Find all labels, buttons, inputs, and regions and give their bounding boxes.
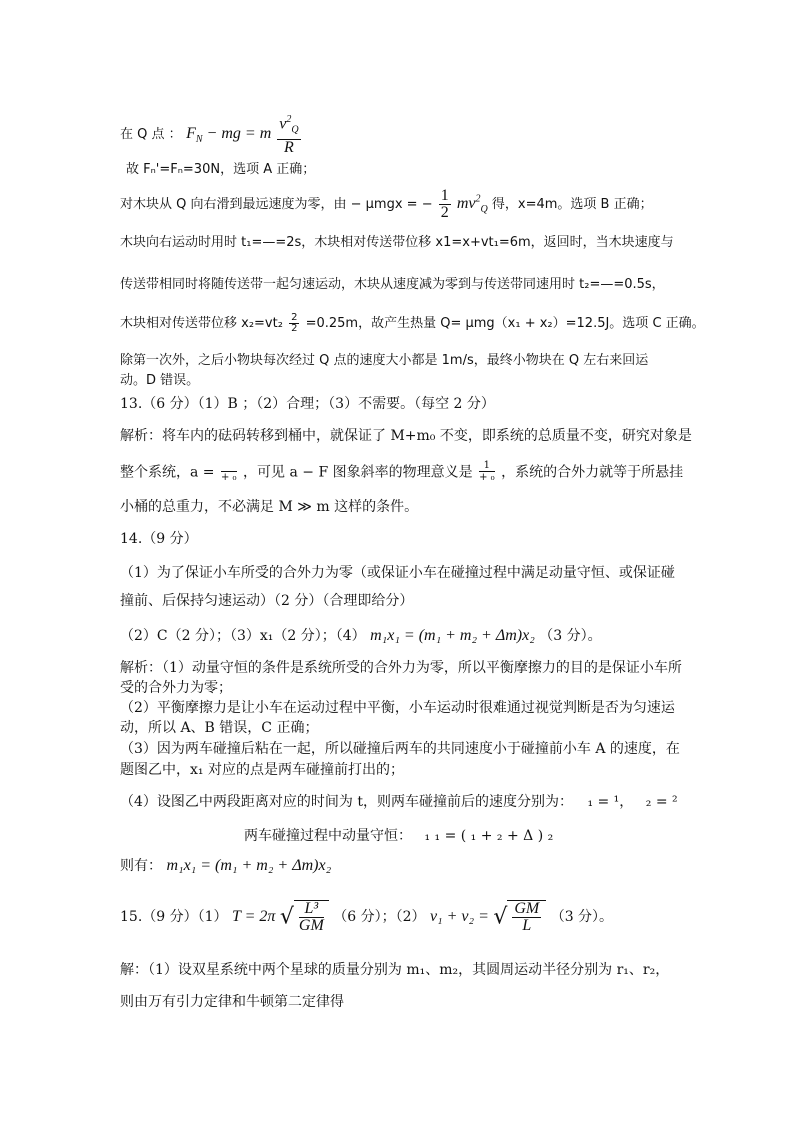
text-line-2: 故 Fₙ'=Fₙ=30N，选项 A 正确； [126,162,316,177]
formula-momentum-result: m₁x₁ = (m₁ + m₂ + Δm)x₂ [166,857,332,874]
fraction-a: + ₀ [221,461,237,484]
answer-15: 15.（9 分）（1） T = 2π √ $\frac{\text{L³}}{GM}$ （6 分）；（2） v₁ + v₂ = √ $\frac{GM}{L}$ （3 分）。 [120,900,614,934]
answer-13: 13.（6 分）（1）B ；（2）合理；（3）不需要。（每空 2 分） [120,396,495,412]
solution-15-line-1: 解：（1）设双星系统中两个星球的质量分别为 m₁、m₂，其圆周运动半径分别为 r₁、r₂， [120,962,670,978]
text-line-3: 对木块从 Q 向右滑到最远速度为零，由 − μmgx = − $\frac{1}{2}$ $mv^2_Q$ 得，x=4m。选项 B 正确； [120,187,653,221]
text-q-point-label: 在 Q 点 ： [120,126,182,142]
solution-15-line-2: 则由万有引力定律和牛顿第二定律得 [120,994,344,1010]
eq-q-point [120,112,303,156]
formula-fn: $F_N$ − mg = m [186,124,272,145]
text-line-4: 木块向右运动时用时 t₁=—=2s，木块相对传送带位移 x1=x+vt₁=6m，返回时，当木块速度与 [120,235,674,250]
answer-14-line-3: （2）C（2 分）；（3）x₁（2 分）；（4） m₁x₁ = (m₁ + m₂ + Δm)x₂ （3 分）。 [120,627,602,644]
formula-period: T = 2π [231,908,276,925]
analysis-14-line-5: （3）因为两车碰撞后粘在一起，所以碰撞后两车的共同速度小于碰撞前小车 A 的速度，在 [120,741,680,757]
fraction-vq2-over-r: $\frac{v^2_Q}{R}$ [279,114,299,156]
sqrt-gm-over-l: √ $\frac{GM}{L}$ [493,900,546,934]
analysis-14-line-7: （4）设图乙中两段距离对应的时间为 t，则两车碰撞前后的速度分别为： ₁ = ¹， ₂ = ² [120,794,678,810]
sqrt-l3-over-gm: √ $\frac{\text{L³}}{GM}$ [280,900,329,934]
analysis-13-line-3: 小桶的总重力，不必满足 M ≫ m 这样的条件。 [120,499,419,515]
fraction-slope: $\frac{1}{\text{+ ₀}}$ [479,460,495,483]
text-line-5: 传送带相同时将随传送带一起匀速运动，木块从速度减为零到与传送带同速用时 t₂=—=0.5s， [120,277,665,292]
fraction-small: $\frac{2}{2}$ [291,312,298,334]
formula-momentum: m₁x₁ = (m₁ + m₂ + Δm)x₂ [370,627,535,644]
analysis-14-line-3: （2）平衡摩擦力是让小车在运动过程中平衡，小车运动时很难通过视觉判断是否为匀速运 [120,700,675,716]
text-line-7: 除第一次外，之后小物块每次经过 Q 点的速度大小都是 1m/s，最终小物块在 Q 左右来回运 [120,353,649,368]
formula-velocity-sum: v₁ + v₂ = [429,908,489,925]
analysis-14-line-1: 解析：（1）动量守恒的条件是系统所受的合外力为零，所以平衡摩擦力的目的是保证小车所 [120,660,682,676]
analysis-14-line-2: 受的合外力为零； [120,680,232,696]
answer-14-line-1: （1）为了保证小车所受的合外力为零（或保证小车在碰撞过程中满足动量守恒、或保证碰 [120,565,675,581]
text-line-6: 木块相对传送带位移 x₂=vt₂ $\frac{2}{2}$ =0.25m，故产生热量 Q= μmg（x₁ + x₂）=12.5J。选项 C 正确。 [120,312,705,334]
analysis-14-line-9: 则有： m₁x₁ = (m₁ + m₂ + Δm)x₂ [120,857,332,874]
analysis-14-line-8: 两车碰撞过程中动量守恒： ₁ ₁ = ( ₁ + ₂ + Δ ) ₂ [244,828,554,844]
analysis-13-line-1: 解析：将车内的砝码转移到桶中，就保证了 M+m₀ 不变，即系统的总质量不变，研究对象是 [120,428,692,444]
answer-14-line-2: 撞前、后保持匀速运动）（2 分）（合理即给分） [120,593,414,609]
text-line-8: 动。D 错误。 [120,373,200,388]
analysis-13-line-2: 整个系统，a = + ₀ ，可见 a − F 图象斜率的物理意义是 $\frac{1}{\text{+ ₀}}$ ，系统的合外力就等于所悬挂 [120,460,684,483]
answer-14-title: 14.（9 分） [120,531,198,547]
fraction-one-half: $\frac{1}{2}$ [440,187,449,221]
analysis-14-line-6: 题图乙中，x₁ 对应的点是两车碰撞前打出的； [120,762,404,778]
analysis-14-line-4: 动，所以 A、B 错误，C 正确； [120,720,319,736]
